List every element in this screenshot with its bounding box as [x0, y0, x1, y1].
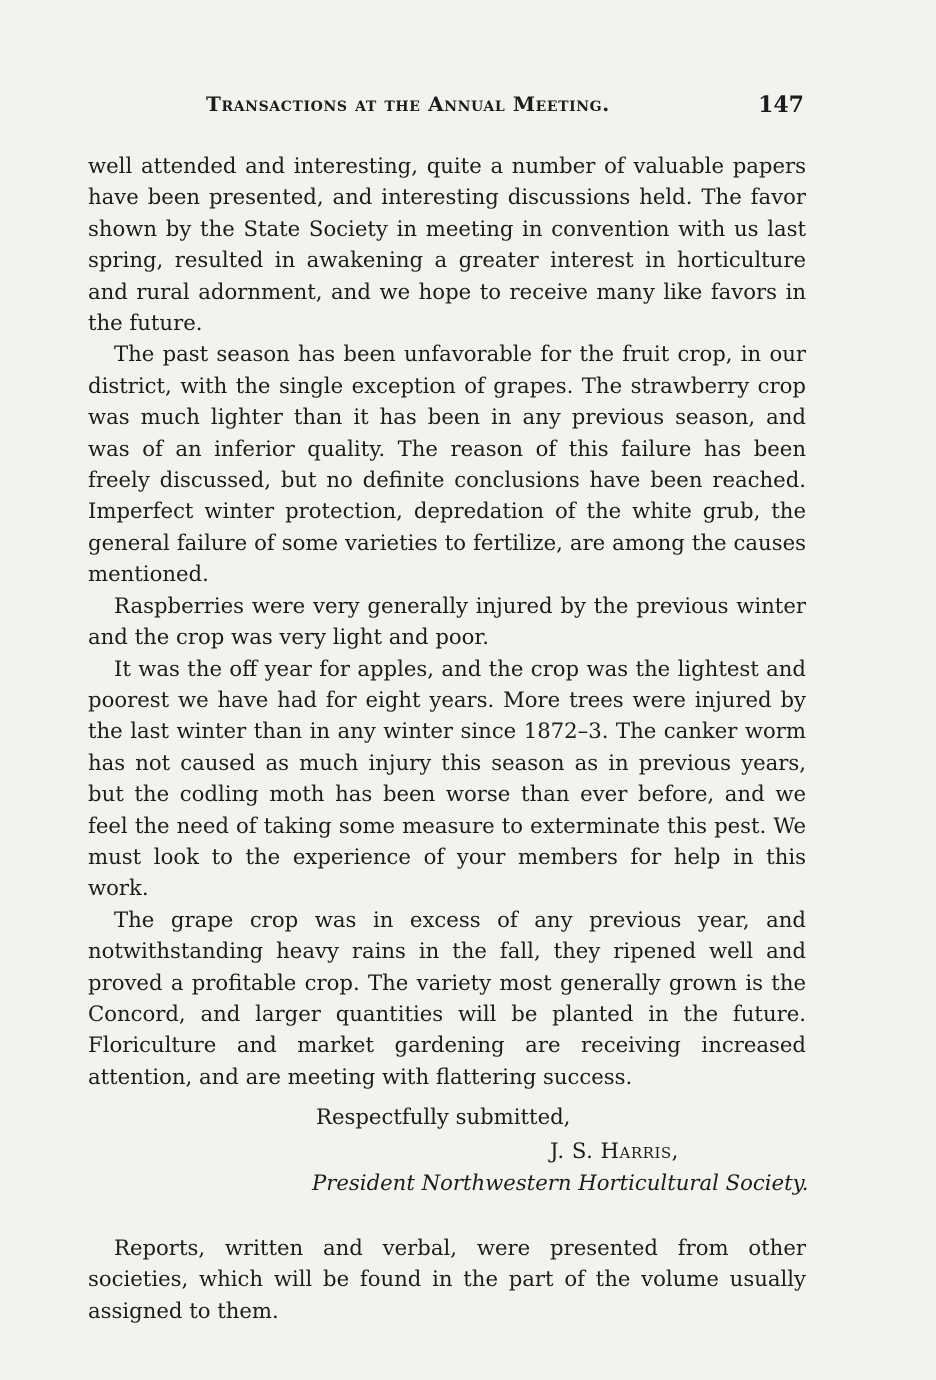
signatory-name	[88, 1138, 936, 1163]
page-number: 147	[758, 92, 804, 118]
paragraph-fruit-season: The past season has been unfavorable for the fruit crop, in our district, with the single exception of grapes. The strawberry crop was much lighter than it has been in any previous season, and was of an inferior quality. The reason of this failure has been freely discussed, but no definite conclusions have been reached. Imperfect winter protection, depredation of the white grub, the general failure of some varieties to fertilize, are among the causes mentioned.	[88, 341, 806, 587]
paragraph-raspberries: Raspberries were very generally injured by the previous winter and the crop was very light and poor.	[88, 592, 806, 650]
paragraph-attendance: well attended and interesting, quite a number of valuable papers have been presented, and interesting discussions held. The favor shown by the State Society in meeting in convention with us last spring, resulted in awakening a greater interest in horticulture and rural adornment, and we hope to receive many like favors in the future.	[88, 153, 806, 336]
signatory-name-text: J. S. Harris,	[550, 1138, 679, 1163]
running-head	[88, 92, 806, 128]
final-section	[88, 1232, 806, 1326]
paragraph-apples: It was the off year for apples, and the crop was the lightest and poorest we have had for eight years. More trees were injured by the last winter than in any winter since 1872–3. The canker worm has not caused as much injury this season as in previous years, but the codling moth has been worse than ever before, and we feel the need of taking some measure to exterminate this pest. We must look to the experience of your members for help in this work.	[88, 655, 806, 901]
closing-respectfully: Respectfully submitted,	[316, 1104, 571, 1129]
report-body	[88, 150, 806, 1092]
signatory-title: President Northwestern Horticultural Society.	[312, 1170, 809, 1195]
paragraph-reports: Reports, written and verbal, were presented from other societies, which will be found in the part of the volume usually assigned to them.	[88, 1235, 806, 1323]
running-title: Transactions at the Annual Meeting.	[206, 92, 610, 116]
paragraph-grapes: The grape crop was in excess of any previous year, and notwithstanding heavy rains in the fall, they ripened well and proved a profitable crop. The variety most generally grown is the Concord, and larger quantities will be planted in the future. Floriculture and market gardening are receiving increased attention, and are meeting with flattering success.	[88, 906, 806, 1089]
